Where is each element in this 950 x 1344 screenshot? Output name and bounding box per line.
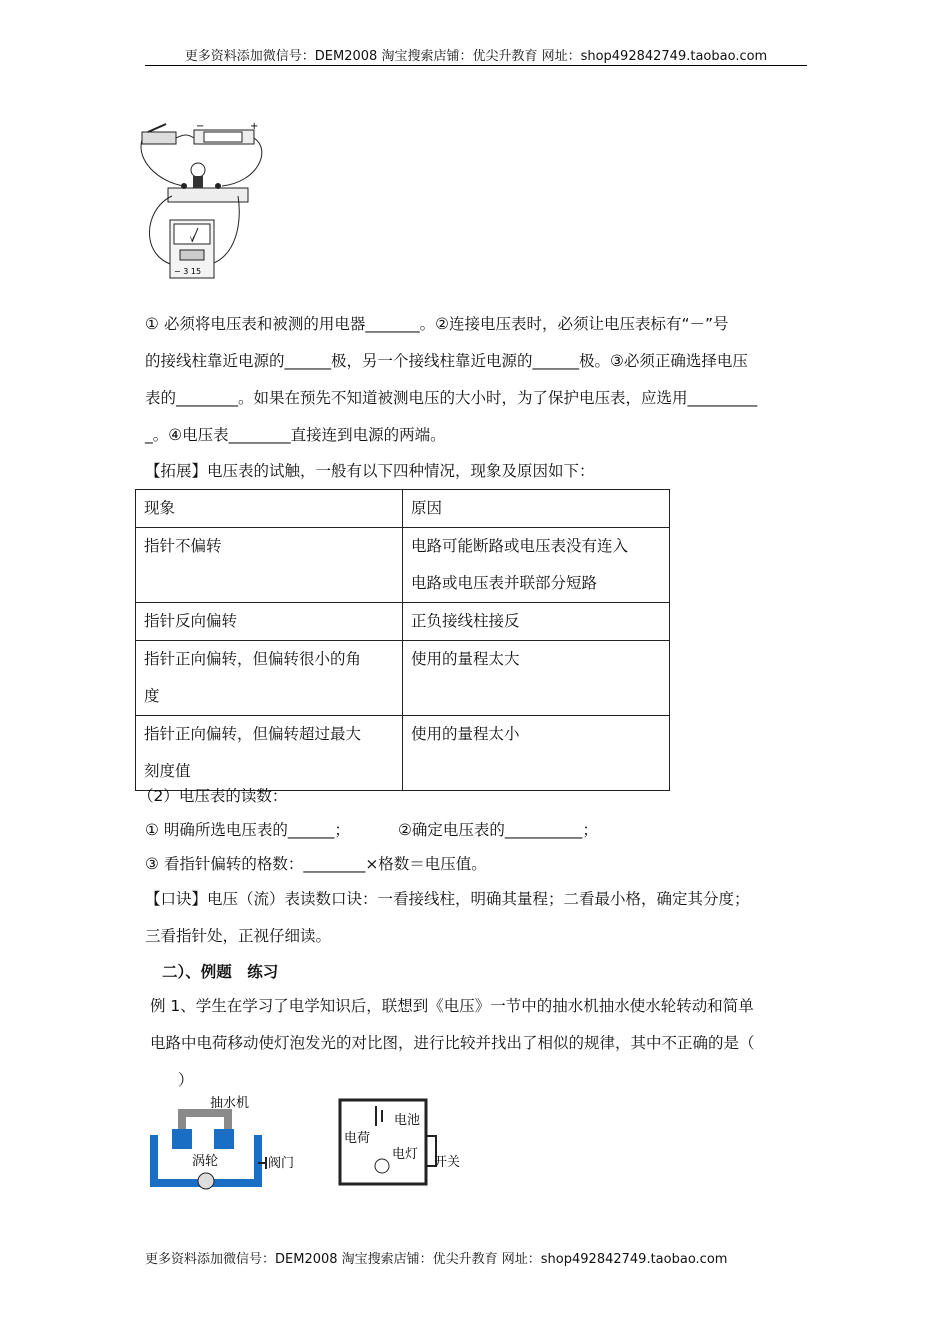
section-title: 二）、例题 练习 xyxy=(162,963,279,981)
reading-item-2: ②确定电压表的__________； xyxy=(398,821,598,839)
lamp xyxy=(375,1159,389,1173)
table-row: 指针正向偏转，但偏转很小的角 度 使用的量程太大 xyxy=(136,641,670,716)
turbine xyxy=(198,1173,214,1189)
battery-plus-label: + xyxy=(250,121,259,132)
table-row: 指针反向偏转 正负接线柱接反 xyxy=(136,603,670,641)
rules-line-1: ① 必须将电压表和被测的用电器_______。②连接电压表时，必须让电压表标有“－”号 xyxy=(145,315,729,333)
switch-label: 开关 xyxy=(434,1155,461,1170)
circuit-analogy-figure xyxy=(336,1096,466,1190)
battery-label: 电池 xyxy=(394,1113,421,1128)
header-rule xyxy=(145,65,807,66)
valve-label: 阀门 xyxy=(268,1156,295,1171)
reading-item-3: ③ 看指针偏转的格数：________×格数＝电压值。 xyxy=(145,855,487,873)
switch xyxy=(142,132,176,144)
battery-minus-label: − xyxy=(196,121,205,132)
table-header-phenomenon: 现象 xyxy=(136,490,403,528)
reading-title: （2）电压表的读数： xyxy=(138,787,288,805)
page-footer: 更多资料添加微信号：DEM2008 淘宝搜索店铺：优尖升教育 网址：shop492842749.taobao.com xyxy=(145,1252,728,1267)
trial-touch-table xyxy=(135,489,670,791)
mnemonic-line-2: 三看指针处，正视仔细读。 xyxy=(145,927,332,945)
example1-line-1: 例 1、学生在学习了电学知识后，联想到《电压》一节中的抽水机抽水使水轮转动和简单 xyxy=(150,997,754,1015)
extension-text: 【拓展】电压表的试触，一般有以下四种情况，现象及原因如下： xyxy=(145,462,595,480)
example1-line-2: 电路中电荷移动使灯泡发光的对比图，进行比较并找出了相似的规律，其中不正确的是（ xyxy=(150,1034,755,1052)
table-header-row xyxy=(136,490,670,528)
voltmeter-circuit-figure xyxy=(138,120,278,290)
table-row: 指针不偏转 电路可能断路或电压表没有连入 电路或电压表并联部分短路 xyxy=(136,528,670,603)
pump-label: 抽水机 xyxy=(210,1096,250,1111)
rules-line-3: 表的________。如果在预先不知道被测电压的大小时，为了保护电压表，应选用_________ xyxy=(145,389,758,407)
turbine-label: 涡轮 xyxy=(192,1154,219,1169)
example1-line-3: ） xyxy=(178,1071,194,1089)
rules-line-4: _。④电压表________直接连到电源的两端。 xyxy=(145,426,446,444)
table-row: 指针正向偏转，但偏转超过最大 刻度值 使用的量程太小 xyxy=(136,716,670,791)
lamp-label: 电灯 xyxy=(392,1147,419,1162)
voltmeter-scale: − 3 15 xyxy=(174,267,202,276)
reading-item-1: ① 明确所选电压表的______； xyxy=(145,821,350,839)
page-header: 更多资料添加微信号：DEM2008 淘宝搜索店铺：优尖升教育 网址：shop492842749.taobao.com xyxy=(184,49,768,64)
water-pump-figure xyxy=(148,1093,308,1193)
mnemonic-line-1: 【口诀】电压（流）表读数口诀：一看接线柱，明确其量程；二看最小格，确定其分度； xyxy=(145,890,750,908)
voltmeter-label: V xyxy=(190,236,195,243)
table-header-reason: 原因 xyxy=(403,490,670,528)
lamp-board xyxy=(168,188,248,202)
bulb xyxy=(191,163,205,177)
charge-label: 电荷 xyxy=(344,1131,371,1146)
rules-line-2: 的接线柱靠近电源的______极，另一个接线柱靠近电源的______极。③必须正确选择电压 xyxy=(145,352,748,370)
